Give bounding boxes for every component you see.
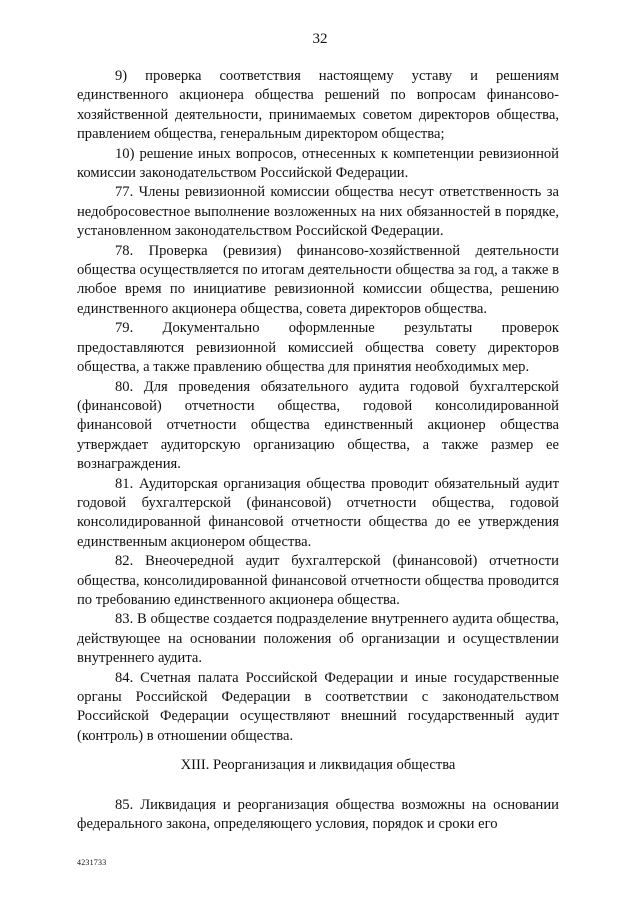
page-number: 32 xyxy=(312,31,328,47)
paragraph-clause-85: 85. Ликвидация и реорганизация общества возможны на основании федерального закона, определяющего условия, порядок и сроки его xyxy=(77,796,559,833)
paragraph-clause-81: 81. Аудиторская организация общества проводит обязательный аудит годовой бухгалтерской (финансовой) отчетности общества, годовой консолидированной финансовой отчетности общества до ее утверждения единственным акционером общества. xyxy=(77,475,559,550)
paragraph-clause-77: 77. Члены ревизионной комиссии общества несут ответственность за недобросовестное выполнение возложенных на них обязанностей в порядке, установленном законодательством Российской Федерации. xyxy=(77,184,559,240)
paragraph-clause-79: 79. Документально оформленные результаты проверок предоставляются ревизионной комиссией общества совету директоров общества, а также правлению общества для принятия необходимых мер. xyxy=(77,320,559,376)
paragraph-clause-83: 83. В обществе создается подразделение внутреннего аудита общества, действующее на основании положения об организации и осуществлении внутреннего аудита. xyxy=(77,611,559,667)
paragraph-clause-80: 80. Для проведения обязательного аудита годовой бухгалтерской (финансовой) отчетности общества, годовой консолидированной финансовой отчетности общества единственный акционер общества утверждает аудиторскую организацию общества, а также размер ее вознаграждения. xyxy=(77,378,559,473)
paragraph-clause-82: 82. Внеочередной аудит бухгалтерской (финансовой) отчетности общества, консолидированной финансовой отчетности общества проводится по требованию единственного акционера общества. xyxy=(77,553,559,608)
document-code: 4231733 xyxy=(77,858,107,867)
paragraph-clause-84: 84. Счетная палата Российской Федерации и иные государственные органы Российской Федерации в соответствии с законодательством Российской Федерации осуществляют внешний государственный аудит (контроль) в отношении общества. xyxy=(77,669,559,744)
section-heading: XIII. Реорганизация и ликвидация общества xyxy=(180,757,456,774)
paragraph-clause-78: 78. Проверка (ревизия) финансово-хозяйственной деятельности общества осуществляется по итогам деятельности общества за год, а также в любое время по инициативе ревизионной комиссии общества, решению единственного акционера общества, совета директоров общества. xyxy=(77,242,559,317)
paragraph-item-10: 10) решение иных вопросов, отнесенных к компетенции ревизионной комиссии законодательством Российской Федерации. xyxy=(77,145,559,182)
document-body xyxy=(77,67,559,834)
paragraph-item-9: 9) проверка соответствия настоящему уставу и решениям единственного акционера общества решений по вопросам финансово-хозяйственной деятельности, принимаемых советом директоров общества, правлением общества, генеральным директором общества; xyxy=(77,68,559,143)
